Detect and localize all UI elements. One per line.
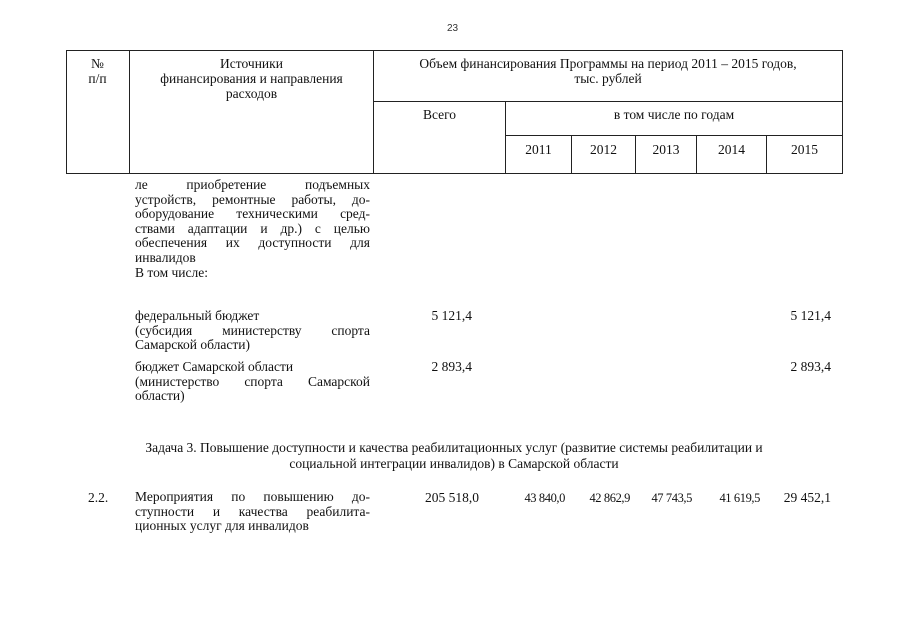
header-source-line: Источники [220,56,283,71]
item-2-2-2013: 47 743,5 [651,491,692,505]
continuation-text [135,178,370,280]
header-number-sign: № [91,56,104,71]
header-volume-line: тыс. рублей [574,71,642,86]
header-source-column [130,56,373,101]
header-year-2011: 2011 [525,142,552,157]
row-name-line: (министерство спорта Самарской [135,373,370,389]
item-2-2-total: 205 518,0 [425,490,479,505]
header-right-border [842,50,843,174]
continuation-line: устройств, ремонтные работы, до- [135,191,370,207]
row-name-line: федеральный бюджет [135,308,260,323]
row-name-line: области) [135,388,185,404]
item-2-2-2015: 29 452,1 [783,490,831,505]
task3-heading [66,440,842,472]
row-name-line: бюджет Самарской области [135,359,294,374]
header-year-2012: 2012 [590,142,617,157]
row-name-line: Самарской области) [135,337,251,353]
item-2-2-2014: 41 619,5 [719,491,760,505]
header-year-2014: 2014 [718,142,745,157]
row-name-line: (субсидия министерству спорта [135,322,370,338]
header-number-abbr: п/п [88,71,107,86]
task3-line: социальной интеграции инвалидов) в Самарской области [289,456,619,471]
header-number-column [66,56,129,86]
item-name-line: ционных услуг для инвалидов [135,518,309,534]
header-volume-title [374,56,842,86]
task3-line: Задача 3. Повышение доступности и качества реабилитационных услуг (развитие системы реабилитации и [145,440,763,455]
continuation-line: ствами адаптации и др.) с целью [135,220,370,236]
item-2-2-name [135,490,370,534]
row-federal-budget-name [135,309,370,353]
header-total: Всего [422,107,457,122]
row-federal-total: 5 121,4 [431,308,472,323]
row-regional-budget-name [135,360,370,404]
header-top-border [66,50,842,51]
row-regional-2015: 2 893,4 [790,359,831,374]
item-2-2-number: 2.2. [88,490,109,505]
header-year-2015: 2015 [791,142,818,157]
continuation-line: оборудование техническими сред- [135,206,370,222]
header-year-2013: 2013 [652,142,680,157]
item-name-line: ступности и качества реабилита- [135,503,370,519]
header-years-border [505,135,842,136]
header-by-years: в том числе по годам [613,107,735,122]
header-mid-border [373,101,842,102]
continuation-line: обеспечения их доступности для [135,235,370,251]
page-number: 23 [446,23,459,34]
header-volume-line: Объем финансирования Программы на период 2011 – 2015 годов, [419,56,797,71]
row-regional-total: 2 893,4 [431,359,472,374]
row-federal-2015: 5 121,4 [790,308,831,323]
including-label: В том числе: [135,264,208,280]
item-2-2-2012: 42 862,9 [589,491,630,505]
item-2-2-2011: 43 840,0 [524,491,565,505]
item-name-line: Мероприятия по повышению до- [135,489,370,504]
header-source-line: финансирования и направления [160,71,343,86]
continuation-line: инвалидов [135,249,196,265]
header-bottom-border [66,173,842,174]
header-source-line: расходов [225,86,278,101]
continuation-line: ле приобретение подъемных [135,177,370,192]
